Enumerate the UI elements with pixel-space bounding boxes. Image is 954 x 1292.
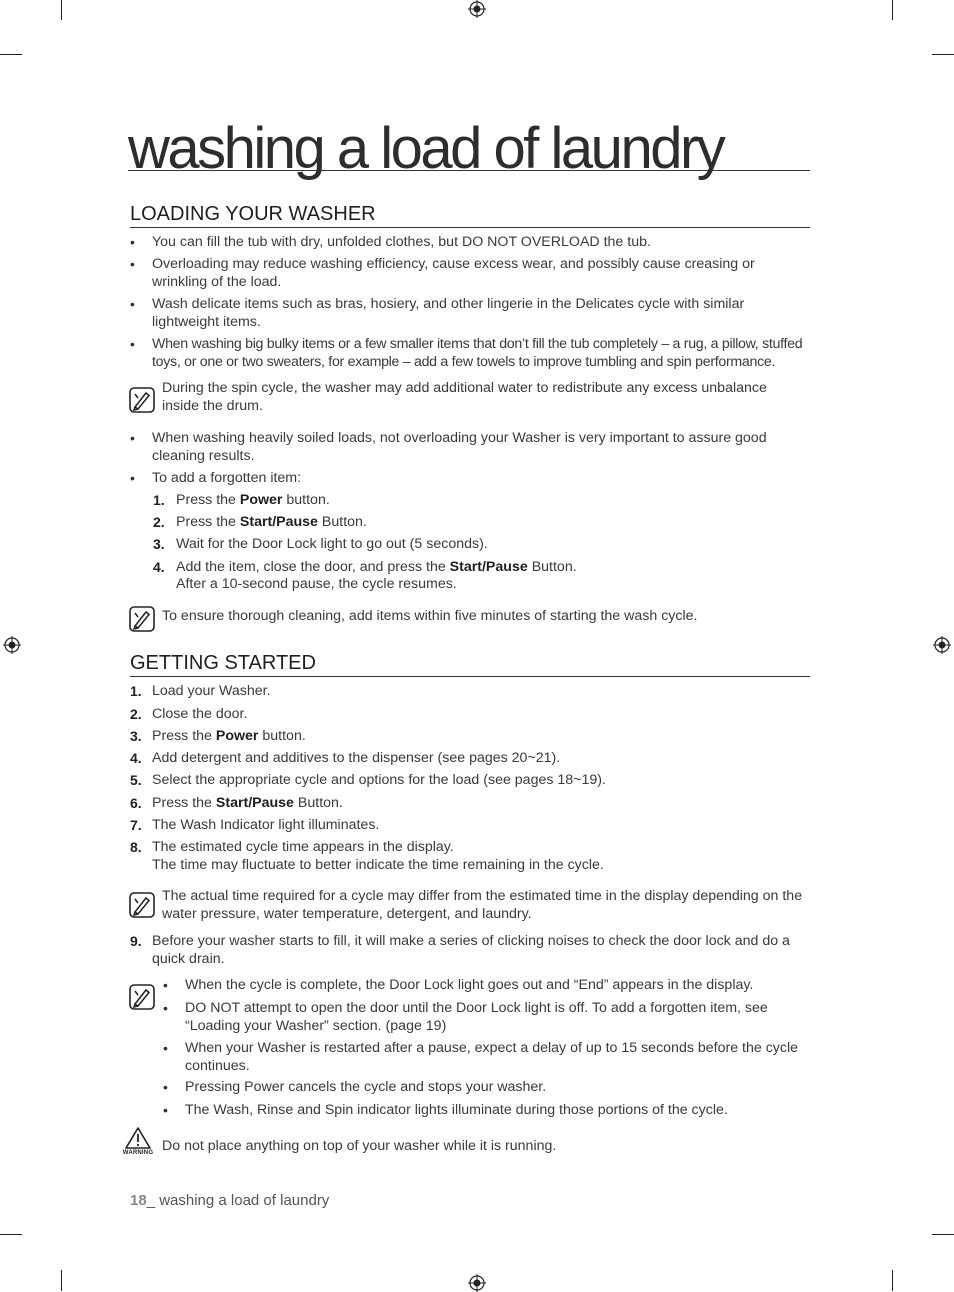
step-number: 6. — [130, 795, 142, 811]
step-number: 2. — [153, 514, 165, 530]
crop-mark — [0, 1234, 22, 1235]
bullet-dot: • — [130, 336, 135, 352]
step-text: Close the door. — [152, 706, 248, 722]
warning-label: WARNING — [122, 1150, 154, 1156]
step-number: 4. — [153, 559, 165, 575]
crop-mark — [0, 54, 22, 55]
step-text-continued: After a 10-second pause, the cycle resumes. — [176, 576, 457, 592]
note-text: The actual time required for a cycle may differ from the estimated time in the display depending on the water pressure, water temperature, detergent, and laundry. — [162, 888, 803, 922]
step-number: 7. — [130, 817, 142, 833]
step-text: Add the item, close the door, and press the Start/Pause Button. — [176, 559, 577, 575]
bullet-dot: • — [163, 1000, 168, 1016]
step-number: 9. — [130, 933, 142, 949]
step-text: Add detergent and additives to the dispenser (see pages 20~21). — [152, 750, 561, 766]
list-item: When washing big bulky items or a few smaller items that don’t fill the tub completely – a rug, a pillow, stuffed toys, or one or two sweaters, for example – add a few towels to improve tumbling and spin performance. — [152, 336, 803, 370]
step-number: 5. — [130, 772, 142, 788]
step-text: Press the Start/Pause Button. — [152, 795, 343, 811]
section-heading-getting-started: GETTING STARTED — [130, 651, 810, 677]
step-number: 3. — [130, 728, 142, 744]
page-title: washing a load of laundry — [128, 112, 810, 171]
step-number: 3. — [153, 536, 165, 552]
step-text: Load your Washer. — [152, 683, 271, 699]
bullet-dot: • — [163, 1079, 168, 1095]
bullet-dot: • — [163, 1102, 168, 1118]
crop-mark — [892, 1270, 893, 1291]
step-number: 8. — [130, 839, 142, 855]
bullet-dot: • — [163, 977, 168, 993]
bullet-dot: • — [130, 234, 135, 250]
note-pencil-icon — [129, 984, 155, 1010]
crop-mark — [61, 0, 62, 20]
step-text: Before your washer starts to fill, it will make a series of clicking noises to check the door lock and do a quick drain. — [152, 933, 790, 967]
warning-icon — [119, 1126, 157, 1160]
bullet-dot: • — [163, 1040, 168, 1056]
registration-mark-icon — [933, 636, 951, 654]
warning-triangle-icon — [119, 1126, 157, 1150]
step-text: Press the Power button. — [152, 728, 306, 744]
list-item: You can fill the tub with dry, unfolded clothes, but DO NOT OVERLOAD the tub. — [152, 234, 651, 250]
footer-section: _ washing a load of laundry — [146, 1192, 330, 1209]
registration-mark-icon — [468, 1274, 486, 1292]
note-pencil-icon — [129, 892, 155, 918]
bullet-dot: • — [130, 296, 135, 312]
bullet-dot: • — [130, 470, 135, 486]
note-list-item: When the cycle is complete, the Door Lock light goes out and “End” appears in the display. — [185, 977, 754, 993]
step-text-continued: The time may fluctuate to better indicate the time remaining in the cycle. — [152, 857, 604, 873]
step-text: Wait for the Door Lock light to go out (5 seconds). — [176, 536, 488, 552]
note-text: To ensure thorough cleaning, add items within five minutes of starting the wash cycle. — [162, 608, 698, 624]
step-number: 2. — [130, 706, 142, 722]
bullet-dot: • — [130, 430, 135, 446]
section-heading-loading: LOADING YOUR WASHER — [130, 202, 810, 228]
note-list-item: Pressing Power cancels the cycle and stops your washer. — [185, 1079, 547, 1095]
note-pencil-icon — [129, 606, 155, 632]
step-text: Select the appropriate cycle and options for the load (see pages 18~19). — [152, 772, 606, 788]
page-number: 18 — [130, 1192, 147, 1209]
list-item: To add a forgotten item: — [152, 470, 302, 486]
page-footer — [130, 1192, 329, 1210]
registration-mark-icon — [468, 0, 486, 18]
step-text: The estimated cycle time appears in the display. — [152, 839, 454, 855]
list-item: Overloading may reduce washing efficiency, cause excess wear, and possibly cause creasing or wrinkling of the load. — [152, 256, 755, 290]
crop-mark — [932, 54, 954, 55]
step-text: Press the Power button. — [176, 492, 330, 508]
note-list-item: The Wash, Rinse and Spin indicator lights illuminate during those portions of the cycle. — [185, 1102, 728, 1118]
registration-mark-icon — [3, 636, 21, 654]
step-number: 1. — [130, 683, 142, 699]
crop-mark — [932, 1234, 954, 1235]
step-text: The Wash Indicator light illuminates. — [152, 817, 380, 833]
note-list-item: When your Washer is restarted after a pause, expect a delay of up to 15 seconds before the cycle continues. — [185, 1040, 799, 1074]
crop-mark — [892, 0, 893, 20]
step-number: 1. — [153, 492, 165, 508]
list-item: Wash delicate items such as bras, hosiery, and other lingerie in the Delicates cycle with similar lightweight items. — [152, 296, 745, 330]
note-list-item: DO NOT attempt to open the door until the Door Lock light is off. To add a forgotten item, see “Loading your Washer” section. (page 19) — [185, 1000, 768, 1034]
warning-text: Do not place anything on top of your washer while it is running. — [162, 1138, 557, 1154]
step-text: Press the Start/Pause Button. — [176, 514, 367, 530]
note-pencil-icon — [129, 387, 155, 413]
bullet-dot: • — [130, 256, 135, 272]
step-number: 4. — [130, 750, 142, 766]
crop-mark — [61, 1270, 62, 1291]
note-text: During the spin cycle, the washer may add additional water to redistribute any excess unbalance inside the drum. — [162, 380, 767, 414]
list-item: When washing heavily soiled loads, not overloading your Washer is very important to assure good cleaning results. — [152, 430, 767, 464]
